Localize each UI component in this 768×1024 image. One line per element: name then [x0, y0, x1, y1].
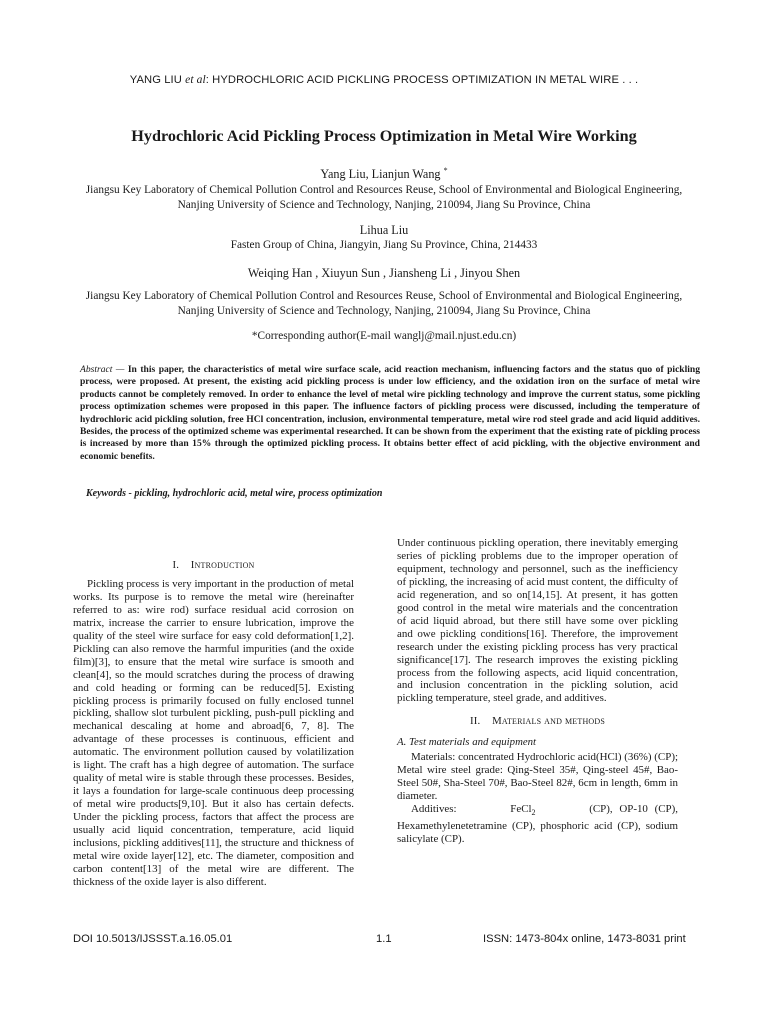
materials-paragraph: Materials: concentrated Hydrochloric acid(HCl) (36%) (CP); Metal wire steel grade: Qing-Steel 35#, Qing-steel 45#, Bao-Steel 50#, Sha-Steel 70#, Bao-Steel 82#, 6cm in length, 6mm in diameter.: [397, 751, 678, 803]
right-column: [397, 537, 678, 846]
author-names-group-2: Lihua Liu: [359, 223, 409, 237]
footer-doi: DOI 10.5013/IJSSST.a.16.05.01: [73, 933, 233, 945]
abstract-text: In this paper, the characteristics of metal wire surface scale, acid reaction mechanism, influencing factors and the status quo of pickling process, were proposed. At present, the existing acid pickling process is under low efficiency, and the oxidation iron on the surface of metal wire products cannot be completely removed. In order to enhance the level of metal wire pickling technology and improve the current status, some pickling process optimization schemes were proposed in this paper. The influence factors of pickling process were discussed, including the temperature of hydrochloric acid pickling solution, free HCl concentration, inclusion, environmental temperature, metal wire rod steel grade and acid liquid additives. Besides, the process of the optimized scheme was experimental researched. It can be shown from the experiment that the existing rate of pickling process is increased by more than 15% through the optimized pickling process. It obtains better effect of acid pickling, with the objective environment and economic benefits.: [80, 364, 701, 462]
corresponding-author: *Corresponding author(E-mail wanglj@mail.njust.edu.cn): [251, 330, 517, 342]
left-column: [73, 559, 354, 889]
author-names: [0, 166, 768, 182]
running-head-authors: YANG LIU: [129, 74, 182, 86]
abstract-label: Abstract —: [80, 364, 125, 375]
introduction-continued-paragraph: Under continuous pickling operation, there inevitably emerging series of pickling problems due to the improper operation of equipment, technology and personnel, such as the inefficiency of pickling, the increasing of acid must content, the difficulty of acid regeneration, and so on[14,15]. At present, it has gotten good control in the metal wire materials and the concentration of acid liquid abroad, but there still have some over pickling and owe pickling conditions[16]. Therefore, the improvement research under the existing pickling process has very practical significance[17]. The research improves the existing pickling process from the following aspects, acid liquid concentration, and inclusion concentration in the pickling solution, acid pickling temperature, steel grade, and additives.: [397, 537, 678, 705]
additives-list: (CP), OP-10 (CP), Hexamethylenetetramine (CP), phosphoric acid (CP), sodium salicylate (CP).: [397, 803, 679, 846]
introduction-paragraph: Pickling process is very important in the production of metal works. Its purpose is to remove the metal wire (hereinafter referred to as: wire rod) surface residual acid corrosion on matrix, increase the carrier to ensure lubrication, improve the quality of the steel wire surface for easy cold deformation[1,2]. Pickling can also remove the harmful impurities (and the oxide film)[3], to ensure that the metal wire surface is smooth and clean[4], so the mould scratches during the process of drawing and cold heading or forming can be reduced[5]. Existing pickling process is primarily focused on fully enclosed tunnel pickling, shallow slot turbulent pickling, push-pull pickling and mechanical descaling at home and abroad[6, 7, 8]. The advantage of these processes is continuous, efficient and automatic. The environment pollution caused by volatilization is light. The craft has a high degree of automation. The surface quality of metal wire is stable through these processes. Besides, it lays a foundation for large-scale continuous deep processing of metal wire products[9,10]. But it also has certain defects. Under the pickling process, factors that affect the process are usually acid liquid concentration, temperature, acid liquid inclusions, pickling additives[11], the structure and thickness of metal wire oxide layer[12], etc. The diameter, composition and carbon content[13] of the metal wire are different. The thickness of the oxide layer is also different.: [73, 577, 354, 888]
subsection-heading-a: A. Test materials and equipment: [397, 736, 537, 749]
additives-paragraph: [397, 803, 678, 846]
section-heading-methods: [397, 715, 678, 728]
section-number: I.: [172, 559, 180, 571]
keywords: Keywords - pickling, hydrochloric acid, metal wire, process optimization: [86, 488, 383, 499]
corresponding-mark: *: [443, 166, 448, 175]
footer-page-number: 1.1: [376, 933, 392, 945]
affiliation-group-3: Jiangsu Key Laboratory of Chemical Pollution Control and Resources Reuse, School of Environmental and Biological Engineering, Nanjing University of Science and Technology, Nanjing, 210094, Jiang Su Province, China: [85, 290, 683, 317]
footer-issn: ISSN: 1473-804x online, 1473-8031 print: [483, 933, 686, 945]
section-title: Introduction: [190, 559, 255, 571]
section-heading-introduction: [73, 559, 354, 572]
author-names-group-1: Yang Liu, Lianjun Wang: [320, 167, 441, 182]
abstract: [80, 364, 700, 463]
running-head-title: : HYDROCHLORIC ACID PICKLING PROCESS OPTIMIZATION IN METAL WIRE . . .: [205, 74, 639, 86]
paper-title: Hydrochloric Acid Pickling Process Optimization in Metal Wire Working: [131, 127, 637, 145]
additives-label: Additives:: [411, 803, 457, 816]
section-number: II.: [469, 715, 481, 728]
affiliation-group-2: Fasten Group of China, Jiangyin, Jiang Su Province, China, 214433: [230, 239, 538, 251]
running-header: [0, 74, 768, 86]
affiliation-group-1: Jiangsu Key Laboratory of Chemical Pollution Control and Resources Reuse, School of Environmental and Biological Engineering, Nanjing University of Science and Technology, Nanjing, 210094, Jiang Su Province, China: [85, 184, 683, 211]
fecl2-subscript: 2: [531, 808, 536, 818]
fecl2-formula: FeCl: [510, 803, 532, 816]
section-title: Materials and methods: [492, 715, 606, 728]
author-names-group-3: Weiqing Han , Xiuyun Sun , Jiansheng Li , Jinyou Shen: [247, 266, 521, 280]
running-head-et-al: et al: [185, 74, 206, 86]
